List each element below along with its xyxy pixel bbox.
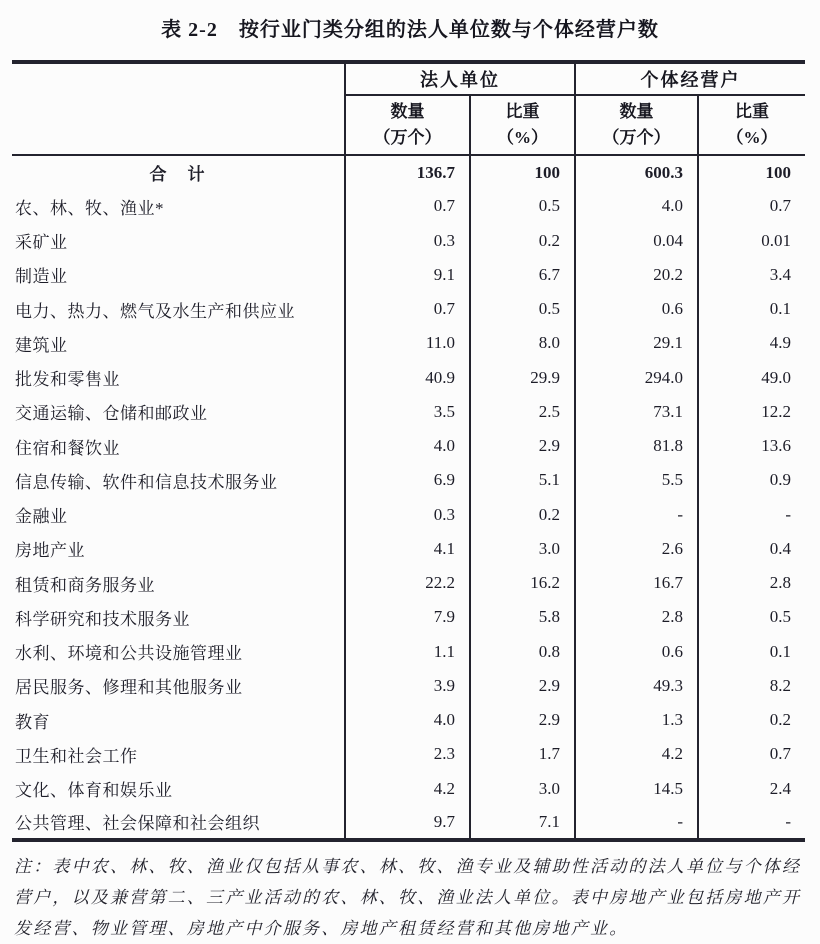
table-row — [12, 429, 805, 463]
group-header-row — [12, 62, 805, 95]
cell-value: 0.01 — [698, 224, 805, 258]
cell-value: 11.0 — [345, 326, 470, 360]
industry-label: 制造业 — [15, 267, 68, 287]
col-header-quantity-label: 数量 — [390, 102, 425, 121]
table-row — [12, 292, 805, 326]
table-row — [12, 737, 805, 771]
cell-value: 294.0 — [575, 361, 698, 395]
col-header-share-label: 比重 — [505, 102, 540, 121]
cell-value: 2.6 — [575, 532, 698, 566]
cell-value: 81.8 — [575, 429, 698, 463]
industry-label: 电力、热力、燃气及水生产和供应业 — [15, 301, 295, 321]
cell-value: 600.3 — [575, 155, 698, 189]
cell-value: 0.4 — [698, 532, 805, 566]
cell-value: 2.3 — [345, 737, 470, 771]
cell-value: 3.0 — [470, 532, 575, 566]
cell-value: 14.5 — [575, 772, 698, 806]
col-header-individual-share — [698, 95, 805, 155]
industry-label: 房地产业 — [15, 541, 85, 561]
industry-label: 水利、环境和公共设施管理业 — [15, 644, 243, 664]
group-header-legal-units: 法人单位 — [345, 62, 575, 95]
table-row — [12, 772, 805, 806]
table-row — [12, 600, 805, 634]
table-row — [12, 635, 805, 669]
table-row — [12, 361, 805, 395]
cell-value: 9.1 — [345, 258, 470, 292]
cell-value: 100 — [698, 155, 805, 189]
cell-value: 0.7 — [698, 737, 805, 771]
cell-value: 0.2 — [698, 703, 805, 737]
cell-value: 49.3 — [575, 669, 698, 703]
industry-label: 批发和零售业 — [15, 370, 120, 390]
cell-value: 3.9 — [345, 669, 470, 703]
cell-value: 0.04 — [575, 224, 698, 258]
cell-value: 40.9 — [345, 361, 470, 395]
cell-value: 4.2 — [345, 772, 470, 806]
group-header-individual-households: 个体经营户 — [575, 62, 805, 95]
table-row — [12, 395, 805, 429]
cell-value: - — [575, 498, 698, 532]
cell-value: 29.1 — [575, 326, 698, 360]
cell-value: 4.0 — [345, 429, 470, 463]
cell-value: 3.4 — [698, 258, 805, 292]
cell-value: 136.7 — [345, 155, 470, 189]
statistics-table — [12, 60, 805, 842]
cell-value: 20.2 — [575, 258, 698, 292]
cell-value: 1.3 — [575, 703, 698, 737]
cell-value: 16.2 — [470, 566, 575, 600]
cell-value: 5.1 — [470, 463, 575, 497]
cell-value: 49.0 — [698, 361, 805, 395]
cell-value: 1.7 — [470, 737, 575, 771]
cell-value: 12.2 — [698, 395, 805, 429]
cell-value: 2.9 — [470, 429, 575, 463]
table-row — [12, 224, 805, 258]
footnote — [14, 851, 806, 944]
cell-value: 4.2 — [575, 737, 698, 771]
cell-value: 0.1 — [698, 635, 805, 669]
col-header-quantity-label: 数量 — [619, 102, 654, 121]
cell-value: 2.4 — [698, 772, 805, 806]
cell-value: 4.0 — [575, 189, 698, 223]
cell-value: 0.6 — [575, 635, 698, 669]
cell-value: 0.9 — [698, 463, 805, 497]
cell-value: 2.8 — [698, 566, 805, 600]
table-row — [12, 703, 805, 737]
industry-label: 租赁和商务服务业 — [15, 575, 155, 595]
footnote-line: 注：表中农、林、牧、渔业仅包括从事农、林、牧、渔专业及辅助性活动的法人单位与个体经 — [14, 857, 802, 876]
cell-value: - — [698, 806, 805, 840]
col-header-individual-quantity — [575, 95, 698, 155]
cell-value: 5.8 — [470, 600, 575, 634]
cell-value: 4.1 — [345, 532, 470, 566]
industry-label: 农、林、牧、渔业* — [15, 198, 164, 218]
industry-label: 公共管理、社会保障和社会组织 — [15, 814, 260, 834]
cell-value: 1.1 — [345, 635, 470, 669]
cell-value: - — [575, 806, 698, 840]
table-row — [12, 669, 805, 703]
industry-label: 交通运输、仓储和邮政业 — [15, 404, 208, 424]
table-header — [12, 62, 805, 155]
cell-value: 2.9 — [470, 703, 575, 737]
industry-label: 卫生和社会工作 — [15, 746, 138, 766]
cell-value: 0.5 — [470, 292, 575, 326]
industry-label: 信息传输、软件和信息技术服务业 — [15, 472, 278, 492]
cell-value: 2.9 — [470, 669, 575, 703]
cell-value: 9.7 — [345, 806, 470, 840]
industry-label: 科学研究和技术服务业 — [15, 609, 190, 629]
cell-value: 29.9 — [470, 361, 575, 395]
cell-value: 3.0 — [470, 772, 575, 806]
cell-value: 7.1 — [470, 806, 575, 840]
col-header-share-unit: （%） — [497, 128, 548, 147]
table-row — [12, 566, 805, 600]
industry-label: 采矿业 — [15, 233, 68, 253]
cell-value: 4.9 — [698, 326, 805, 360]
cell-value: 3.5 — [345, 395, 470, 429]
cell-value: 7.9 — [345, 600, 470, 634]
cell-value: 100 — [470, 155, 575, 189]
cell-value: 0.5 — [470, 189, 575, 223]
col-header-legal-quantity — [345, 95, 470, 155]
cell-value: 0.3 — [345, 224, 470, 258]
footnote-line: 发经营、物业管理、房地产中介服务、房地产租赁经营和其他房地产业。 — [14, 919, 629, 938]
industry-label: 建筑业 — [15, 335, 68, 355]
cell-value: 0.5 — [698, 600, 805, 634]
col-header-quantity-unit: （万个） — [602, 128, 671, 147]
col-header-legal-share — [470, 95, 575, 155]
cell-value: 0.7 — [345, 189, 470, 223]
cell-value: 6.7 — [470, 258, 575, 292]
cell-value: 0.7 — [698, 189, 805, 223]
col-header-share-label: 比重 — [735, 102, 769, 121]
industry-label: 教育 — [15, 712, 50, 732]
cell-value: 4.0 — [345, 703, 470, 737]
table-row — [12, 532, 805, 566]
cell-value: 13.6 — [698, 429, 805, 463]
industry-label: 居民服务、修理和其他服务业 — [15, 678, 243, 698]
total-row — [12, 155, 805, 189]
cell-value: 5.5 — [575, 463, 698, 497]
table-body — [12, 155, 805, 840]
industry-column-header — [12, 62, 345, 155]
industry-label: 金融业 — [15, 507, 68, 527]
cell-value: 0.6 — [575, 292, 698, 326]
cell-value: 0.1 — [698, 292, 805, 326]
cell-value: 16.7 — [575, 566, 698, 600]
table-row — [12, 463, 805, 497]
table-row — [12, 258, 805, 292]
industry-label: 合 计 — [149, 165, 207, 185]
cell-value: 0.2 — [470, 224, 575, 258]
table-row — [12, 326, 805, 360]
cell-value: 0.7 — [345, 292, 470, 326]
cell-value: 6.9 — [345, 463, 470, 497]
col-header-share-unit: （%） — [726, 128, 778, 147]
col-header-quantity-unit: （万个） — [373, 128, 442, 147]
table-title: 表 2-2 按行业门类分组的法人单位数与个体经营户数 — [161, 19, 659, 41]
cell-value: 73.1 — [575, 395, 698, 429]
table-row — [12, 189, 805, 223]
cell-value: 2.8 — [575, 600, 698, 634]
cell-value: 0.2 — [470, 498, 575, 532]
industry-label: 文化、体育和娱乐业 — [15, 781, 173, 801]
table-row — [12, 498, 805, 532]
cell-value: 2.5 — [470, 395, 575, 429]
cell-value: 8.2 — [698, 669, 805, 703]
table-row — [12, 806, 805, 840]
cell-value: 22.2 — [345, 566, 470, 600]
industry-label: 住宿和餐饮业 — [15, 438, 120, 458]
cell-value: 0.3 — [345, 498, 470, 532]
footnote-line: 营户，以及兼营第二、三产业活动的农、林、牧、渔业法人单位。表中房地产业包括房地产开 — [14, 888, 802, 907]
cell-value: 0.8 — [470, 635, 575, 669]
cell-value: - — [698, 498, 805, 532]
cell-value: 8.0 — [470, 326, 575, 360]
